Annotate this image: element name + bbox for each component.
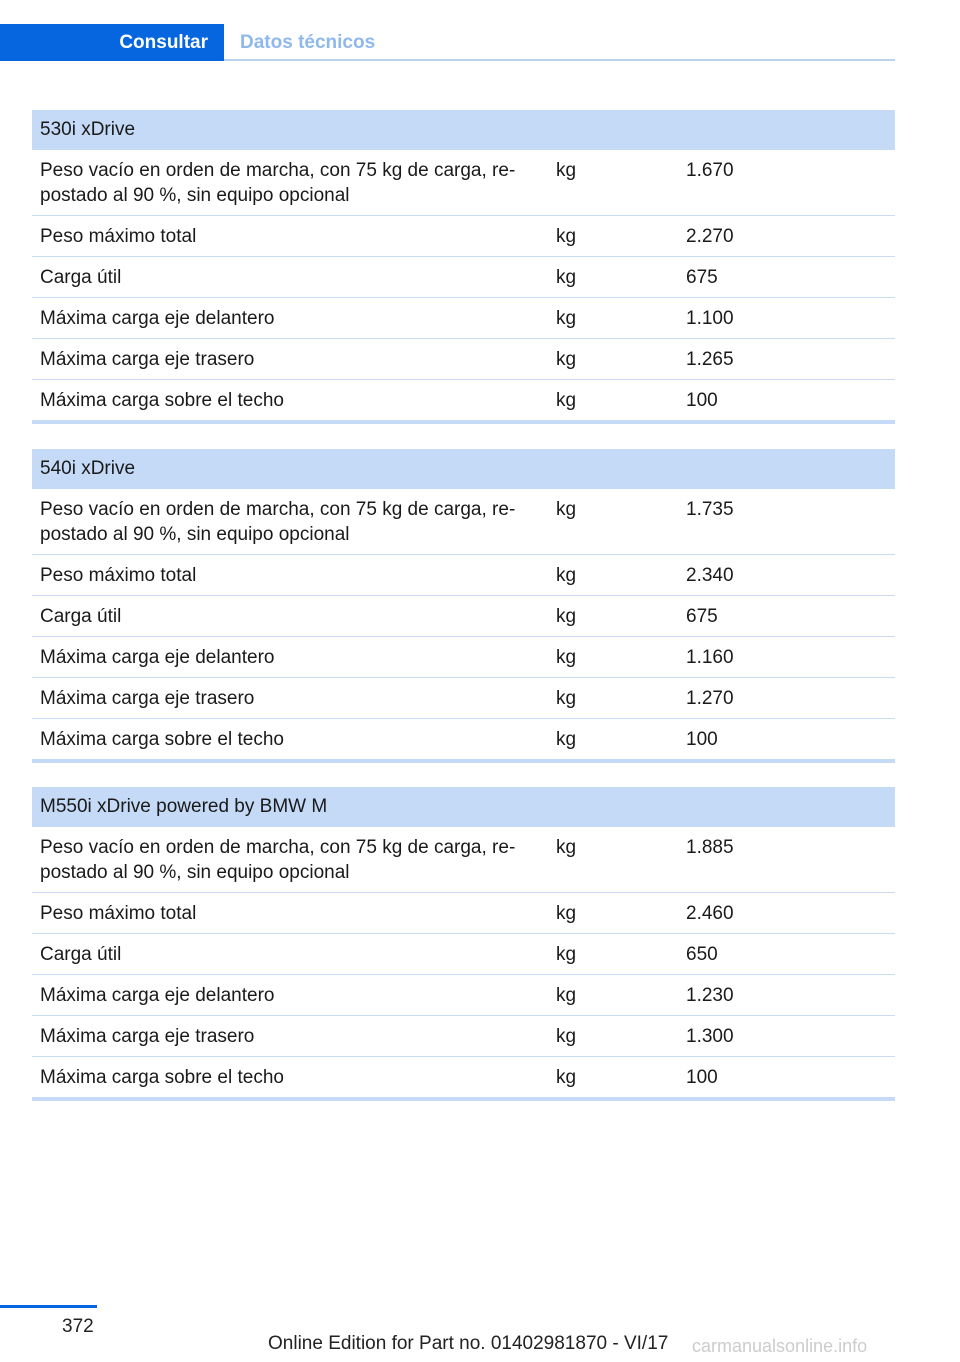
row-label: Carga útil [40, 944, 122, 965]
table-row [32, 216, 895, 257]
row-unit: kg [556, 160, 577, 181]
row-value: 2.460 [686, 903, 734, 924]
row-label: Máxima carga sobre el techo [40, 729, 284, 750]
edition-note: Online Edition for Part no. 01402981870 - VI/17 [268, 1333, 669, 1354]
row-unit: kg [556, 729, 577, 750]
table-row [32, 150, 895, 216]
row-unit: kg [556, 647, 577, 668]
row-label: Peso vacío en orden de marcha, con 75 kg de carga, re-postado al 90 %, sin equipo opcional [40, 837, 516, 883]
tab-datos-tecnicos[interactable]: Datos técnicos [240, 31, 376, 53]
page-number: 372 [62, 1316, 94, 1337]
table-title: 540i xDrive [32, 449, 895, 489]
row-value: 650 [686, 944, 718, 965]
row-unit: kg [556, 308, 577, 329]
row-label: Máxima carga sobre el techo [40, 1067, 284, 1088]
row-unit: kg [556, 565, 577, 586]
row-label: Máxima carga eje delantero [40, 308, 275, 329]
row-value: 1.300 [686, 1026, 734, 1047]
table-title: 530i xDrive [32, 110, 895, 150]
row-label: Máxima carga eje trasero [40, 1026, 255, 1047]
row-unit: kg [556, 1026, 577, 1047]
row-value: 1.670 [686, 160, 734, 181]
table-row [32, 1016, 895, 1057]
row-unit: kg [556, 499, 577, 520]
table-row [32, 893, 895, 934]
spec-table-m550i [32, 787, 895, 1101]
row-unit: kg [556, 688, 577, 709]
row-value: 1.100 [686, 308, 734, 329]
row-label: Peso vacío en orden de marcha, con 75 kg de carga, re-postado al 90 %, sin equipo opcional [40, 160, 516, 206]
row-unit: kg [556, 1067, 577, 1088]
row-value: 1.230 [686, 985, 734, 1006]
table-row [32, 637, 895, 678]
row-unit: kg [556, 390, 577, 411]
row-unit: kg [556, 226, 577, 247]
row-unit: kg [556, 944, 577, 965]
row-label: Máxima carga eje delantero [40, 985, 275, 1006]
header-divider [224, 59, 895, 61]
row-value: 1.265 [686, 349, 734, 370]
page-header [0, 24, 895, 61]
table-row [32, 827, 895, 893]
row-value: 2.270 [686, 226, 734, 247]
table-row [32, 489, 895, 555]
row-label: Carga útil [40, 267, 122, 288]
row-value: 1.885 [686, 837, 734, 858]
table-row [32, 1057, 895, 1101]
row-value: 1.160 [686, 647, 734, 668]
row-label: Peso máximo total [40, 903, 197, 924]
table-row [32, 555, 895, 596]
row-label: Máxima carga eje trasero [40, 688, 255, 709]
row-value: 100 [686, 729, 718, 750]
row-label: Máxima carga sobre el techo [40, 390, 284, 411]
row-unit: kg [556, 985, 577, 1006]
row-value: 1.270 [686, 688, 734, 709]
row-unit: kg [556, 837, 577, 858]
row-value: 675 [686, 606, 718, 627]
spec-table-540i [32, 449, 895, 763]
row-unit: kg [556, 606, 577, 627]
row-label: Máxima carga eje trasero [40, 349, 255, 370]
row-value: 675 [686, 267, 718, 288]
table-row [32, 257, 895, 298]
table-row [32, 339, 895, 380]
table-row [32, 719, 895, 763]
row-label: Peso máximo total [40, 226, 197, 247]
table-row [32, 678, 895, 719]
table-row [32, 934, 895, 975]
row-label: Máxima carga eje delantero [40, 647, 275, 668]
table-row [32, 596, 895, 637]
table-row [32, 298, 895, 339]
watermark: carmanualsonline.info [692, 1336, 868, 1356]
table-title: M550i xDrive powered by BMW M [32, 787, 895, 827]
tab-consultar[interactable]: Consultar [0, 24, 224, 61]
row-value: 2.340 [686, 565, 734, 586]
row-label: Peso vacío en orden de marcha, con 75 kg de carga, re-postado al 90 %, sin equipo opcional [40, 499, 516, 545]
row-unit: kg [556, 903, 577, 924]
spec-table-530i [32, 110, 895, 424]
row-unit: kg [556, 267, 577, 288]
table-row [32, 380, 895, 424]
table-row [32, 975, 895, 1016]
row-value: 100 [686, 1067, 718, 1088]
row-label: Peso máximo total [40, 565, 197, 586]
row-value: 100 [686, 390, 718, 411]
row-value: 1.735 [686, 499, 734, 520]
footer-divider [0, 1305, 97, 1308]
row-label: Carga útil [40, 606, 122, 627]
row-unit: kg [556, 349, 577, 370]
